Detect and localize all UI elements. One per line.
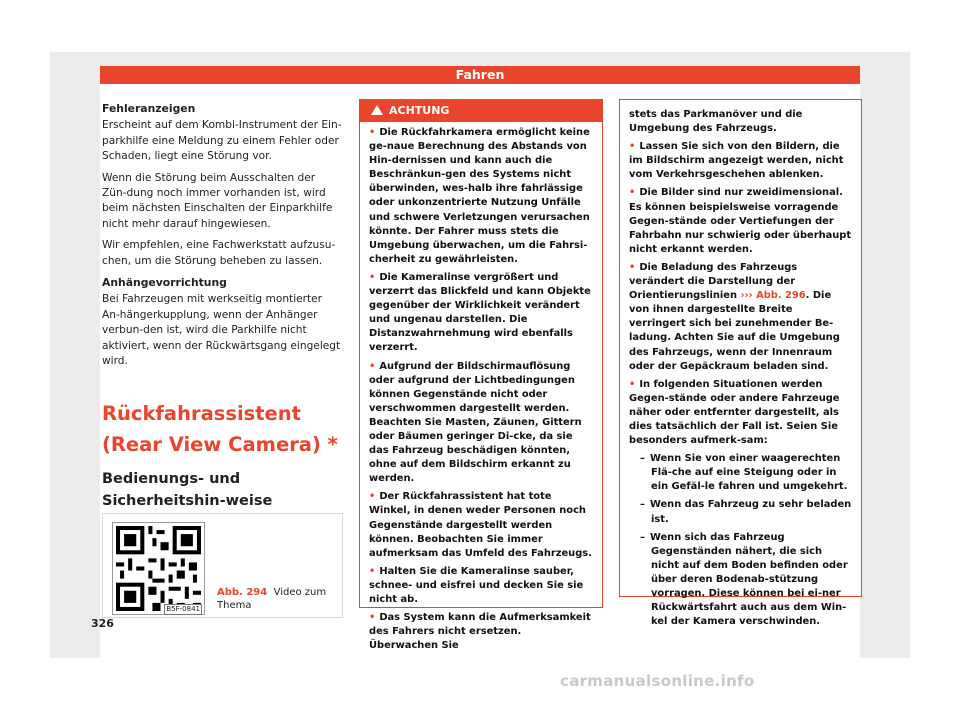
figure-caption-text: Video zum Thema	[217, 587, 327, 611]
warning-body-continued	[620, 100, 861, 629]
figure-caption	[217, 586, 332, 612]
warning-item: • Die Rückfahrkamera ermöglicht keine ge-naue Berechnung des Abstands von Hin-dernissen und kann auch die Beschränkun-gen des Systems nicht überwinden, wes-halb ihre fahrlässige oder unkonzentrierte Nutzung Unfälle und schwere Verletzungen verursachen könnte. Der Fahrer muss stets die Umgebung überwachen, um die Fahrsi-cherheit zu gewährleisten.	[369, 126, 593, 267]
warning-subitem: – Wenn das Fahrzeug zu sehr beladen ist.	[629, 498, 852, 526]
video-figure	[102, 513, 343, 618]
heading-fehleranzeigen: Fehleranzeigen	[102, 102, 196, 115]
page-number: 326	[91, 617, 114, 630]
warning-item: • Die Kameralinse vergrößert und verzerrt das Blickfeld und kann Objekte gegenüber der Wirklichkeit verändert und ungenau darstellen. Die Distanzwahrnehmung wird ebenfalls verzerrt.	[369, 271, 593, 356]
section-header: Fahren	[100, 66, 860, 84]
paragraph: Bei Fahrzeugen mit werkseitig montierter An-hängerkupplung, wenn der Anhänger verbun-den ist, wird die Parkhilfe nicht aktiviert, wenn der Rückwärtsgang eingelegt wird.	[102, 293, 341, 368]
warning-item: • Der Rückfahrassistent hat tote Winkel, in denen weder Personen noch Gegenstände dargestellt werden können. Beobachten Sie immer aufmerksam das Umfeld des Fahrzeugs.	[369, 490, 593, 560]
watermark: carmanualsonline.info	[560, 672, 755, 690]
warning-box-continued	[619, 99, 862, 628]
paragraph: Erscheint auf dem Kombi-Instrument der Ein-parkhilfe eine Meldung zu einem Fehler oder Schaden, liegt eine Störung vor.	[102, 119, 342, 163]
warning-subitem: – Wenn sich das Fahrzeug Gegenständen nähert, die sich nicht auf dem Boden befinden oder über deren Bodenab-stützung vorragen. Diese können bei ei-ner Rückwärtsfahrt auch aus dem Win-kel der Kamera verschwinden.	[629, 531, 852, 630]
qr-code[interactable]	[112, 522, 205, 615]
paragraph: Wir empfehlen, eine Fachwerkstatt aufzusu-chen, um die Störung beheben zu lassen.	[102, 239, 336, 267]
section-title: Bedienungs- und Sicherheitshin-weise	[102, 468, 342, 521]
warning-body	[360, 122, 602, 653]
warning-box	[359, 99, 603, 652]
warning-item: • Aufgrund der Bildschirmauflösung oder aufgrund der Lichtbedingungen können Gegenstände nicht oder verschwommen dargestellt werden. Beachten Sie Masten, Zäunen, Gittern oder Bäumen geringer Di-cke, da sie das Fahrzeug beschädigen könnten, ohne auf dem Bildschirm erkannt zu werden.	[369, 360, 593, 487]
warning-title: ACHTUNG	[389, 104, 450, 117]
warning-icon	[371, 105, 383, 115]
warning-header	[360, 100, 602, 122]
warning-subitem: – Wenn Sie von einer waagerechten Flä-che auf eine Steigung oder in ein Gefäl-le fahren und umgekehrt.	[629, 452, 852, 494]
warning-item-text: Die Beladung des Fahrzeugs verändert die Darstellung der Orientierungslinien	[629, 261, 798, 302]
warning-item: • Die Bilder sind nur zweidimensional. Es können beispielsweise vorragende Gegen-stände oder Vertiefungen der Fahrbahn nur schwierig oder überhaupt nicht erkannt werden.	[629, 186, 852, 256]
paragraph: Wenn die Störung beim Ausschalten der Zün-dung noch immer vorhanden ist, wird beim nächsten Einschalten der Einparkhilfe nicht mehr darauf hingewiesen.	[102, 171, 333, 230]
heading-anhaengevorrichtung: Anhängevorrichtung	[102, 276, 227, 290]
qr-reference-code: B5F-0841	[166, 605, 200, 613]
chapter-title: Rückfahrassistent (Rear View Camera) *	[102, 401, 338, 456]
figure-reference-link[interactable]: ››› Abb. 296	[740, 290, 806, 302]
warning-continuation: stets das Parkmanöver und die Umgebung des Fahrzeugs.	[629, 109, 803, 135]
warning-item: • Lassen Sie sich von den Bildern, die im Bildschirm angezeigt werden, nicht vom Verkehrsgeschehen ablenken.	[629, 140, 852, 182]
warning-item: • Halten Sie die Kameralinse sauber, schnee- und eisfrei und decken Sie sie nicht ab.	[369, 565, 593, 607]
warning-item-text: . Die von ihnen dargestellte Breite verringert sich bei zunehmender Be-ladung. Achten Sie auf die Umgebung des Fahrzeugs, wenn der Innenraum oder der Gepäckraum beladen sind.	[629, 290, 840, 372]
figure-number: Abb. 294	[217, 587, 268, 598]
left-column	[102, 101, 342, 521]
warning-item: • Das System kann die Aufmerksamkeit des Fahrers nicht ersetzen. Überwachen Sie	[369, 611, 593, 653]
warning-item: • In folgenden Situationen werden Gegen-stände oder andere Fahrzeuge näher oder entfernter dargestellt, als dies tatsächlich der Fall ist. Seien Sie besonders aufmerk-sam:	[629, 378, 852, 448]
warning-item	[629, 261, 852, 374]
qr-code-icon	[116, 526, 201, 611]
